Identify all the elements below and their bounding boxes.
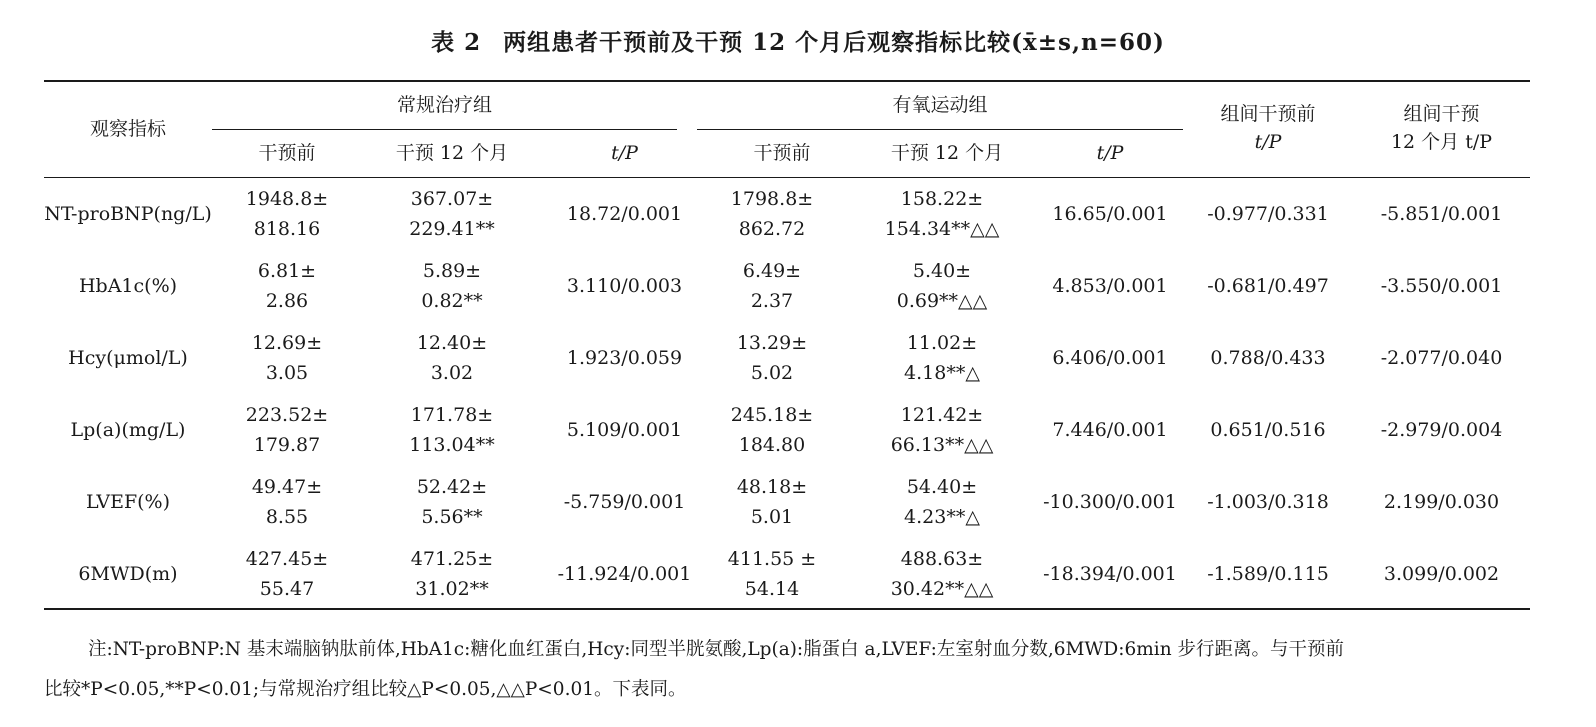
row-label: Lp(a)(mg/L) xyxy=(70,419,186,441)
a-tp-cell: 18.72/0.001 xyxy=(566,203,683,225)
between-12m-cell: -2.979/0.004 xyxy=(1380,419,1503,441)
row-label: NT-proBNP(ng/L) xyxy=(44,203,212,225)
table-number: 表 2 xyxy=(431,29,482,56)
b-tp-cell: 6.406/0.001 xyxy=(1052,347,1168,369)
a-pre-cell: 427.45± 55.47 xyxy=(245,548,329,600)
a-12m-cell: 171.78± 113.04** xyxy=(409,404,495,456)
a-12m-cell: 5.89± 0.82** xyxy=(421,260,483,312)
header-between-12m: 组间干预 12 个月 t/P xyxy=(1390,103,1493,153)
between-12m-cell: -5.851/0.001 xyxy=(1380,203,1503,225)
b-12m-cell: 158.22± 154.34**△△ xyxy=(884,188,1000,240)
header-between-pre: 组间干预前 t/P xyxy=(1220,103,1316,153)
b-tp-cell: 16.65/0.001 xyxy=(1052,203,1168,225)
b-12m-cell: 11.02± 4.18**△ xyxy=(904,332,980,384)
table-title xyxy=(0,24,1596,57)
header-rule xyxy=(44,177,1530,178)
a-12m-cell: 367.07± 229.41** xyxy=(409,188,495,240)
header-group-b: 有氧运动组 xyxy=(892,94,988,116)
b-12m-cell: 54.40± 4.23**△ xyxy=(904,476,980,528)
b-tp-cell: 4.853/0.001 xyxy=(1052,275,1168,297)
between-12m-cell: 2.199/0.030 xyxy=(1383,491,1500,513)
a-tp-cell: -5.759/0.001 xyxy=(563,491,686,513)
b-pre-cell: 6.49± 2.37 xyxy=(742,260,802,312)
footnote-line-2: 比较*P<0.05,**P<0.01;与常规治疗组比较△P<0.05,△△P<0.01。下表同。 xyxy=(44,679,687,700)
header-row-label: 观察指标 xyxy=(89,118,166,140)
b-tp-cell: -10.300/0.001 xyxy=(1043,491,1177,513)
between-pre-cell: -1.003/0.318 xyxy=(1207,491,1329,513)
header-b-12m: 干预 12 个月 xyxy=(890,142,1004,164)
header-b-tp: t/P xyxy=(1096,142,1124,164)
header-a-tp: t/P xyxy=(611,142,638,164)
b-pre-cell: 13.29± 5.02 xyxy=(736,332,808,384)
group-b-underline xyxy=(697,129,1183,130)
between-pre-cell: -1.589/0.115 xyxy=(1207,563,1329,585)
a-pre-cell: 6.81± 2.86 xyxy=(257,260,317,312)
a-12m-cell: 52.42± 5.56** xyxy=(416,476,488,528)
a-pre-cell: 12.69± 3.05 xyxy=(251,332,323,384)
between-12m-cell: 3.099/0.002 xyxy=(1383,563,1500,585)
b-pre-cell: 1798.8± 862.72 xyxy=(730,188,814,240)
header-a-pre: 干预前 xyxy=(258,142,316,164)
b-12m-cell: 121.42± 66.13**△△ xyxy=(890,404,994,456)
b-12m-cell: 5.40± 0.69**△△ xyxy=(896,260,988,312)
row-label: LVEF(%) xyxy=(85,491,170,513)
a-pre-cell: 49.47± 8.55 xyxy=(251,476,323,528)
between-12m-cell: -2.077/0.040 xyxy=(1380,347,1503,369)
footnote-line-1: 注:NT-proBNP:N 基末端脑钠肽前体,HbA1c:糖化血红蛋白,Hcy:同型半胱氨酸,Lp(a):脂蛋白 a,LVEF:左室射血分数,6MWD:6min 步行距离。与干预前 xyxy=(88,639,1345,660)
b-pre-cell: 411.55 ± 54.14 xyxy=(727,548,817,600)
between-pre-cell: -0.681/0.497 xyxy=(1207,275,1329,297)
table-footnote xyxy=(44,630,1564,710)
header-b-pre: 干预前 xyxy=(753,142,811,164)
row-label: Hcy(μmol/L) xyxy=(68,347,188,369)
between-pre-cell: -0.977/0.331 xyxy=(1207,203,1329,225)
a-12m-cell: 12.40± 3.02 xyxy=(416,332,488,384)
row-label: 6MWD(m) xyxy=(78,563,178,585)
a-pre-cell: 223.52± 179.87 xyxy=(245,404,329,456)
b-pre-cell: 48.18± 5.01 xyxy=(736,476,808,528)
group-a-underline xyxy=(212,129,677,130)
between-pre-cell: 0.788/0.433 xyxy=(1210,347,1326,369)
between-12m-cell: -3.550/0.001 xyxy=(1380,275,1503,297)
row-label: HbA1c(%) xyxy=(78,275,178,297)
a-tp-cell: -11.924/0.001 xyxy=(557,563,692,585)
between-pre-cell: 0.651/0.516 xyxy=(1210,419,1326,441)
a-pre-cell: 1948.8± 818.16 xyxy=(245,188,329,240)
b-12m-cell: 488.63± 30.42**△△ xyxy=(890,548,994,600)
bottom-rule xyxy=(44,608,1530,610)
b-pre-cell: 245.18± 184.80 xyxy=(730,404,814,456)
a-tp-cell: 1.923/0.059 xyxy=(566,347,683,369)
a-12m-cell: 471.25± 31.02** xyxy=(410,548,494,600)
top-rule xyxy=(44,80,1530,82)
a-tp-cell: 5.109/0.001 xyxy=(566,419,683,441)
header-group-a: 常规治疗组 xyxy=(396,94,492,116)
b-tp-cell: 7.446/0.001 xyxy=(1052,419,1168,441)
a-tp-cell: 3.110/0.003 xyxy=(566,275,683,297)
header-a-12m: 干预 12 个月 xyxy=(395,142,509,164)
b-tp-cell: -18.394/0.001 xyxy=(1043,563,1177,585)
table-caption: 两组患者干预前及干预 12 个月后观察指标比较(x̄±s,n=60) xyxy=(503,29,1165,56)
